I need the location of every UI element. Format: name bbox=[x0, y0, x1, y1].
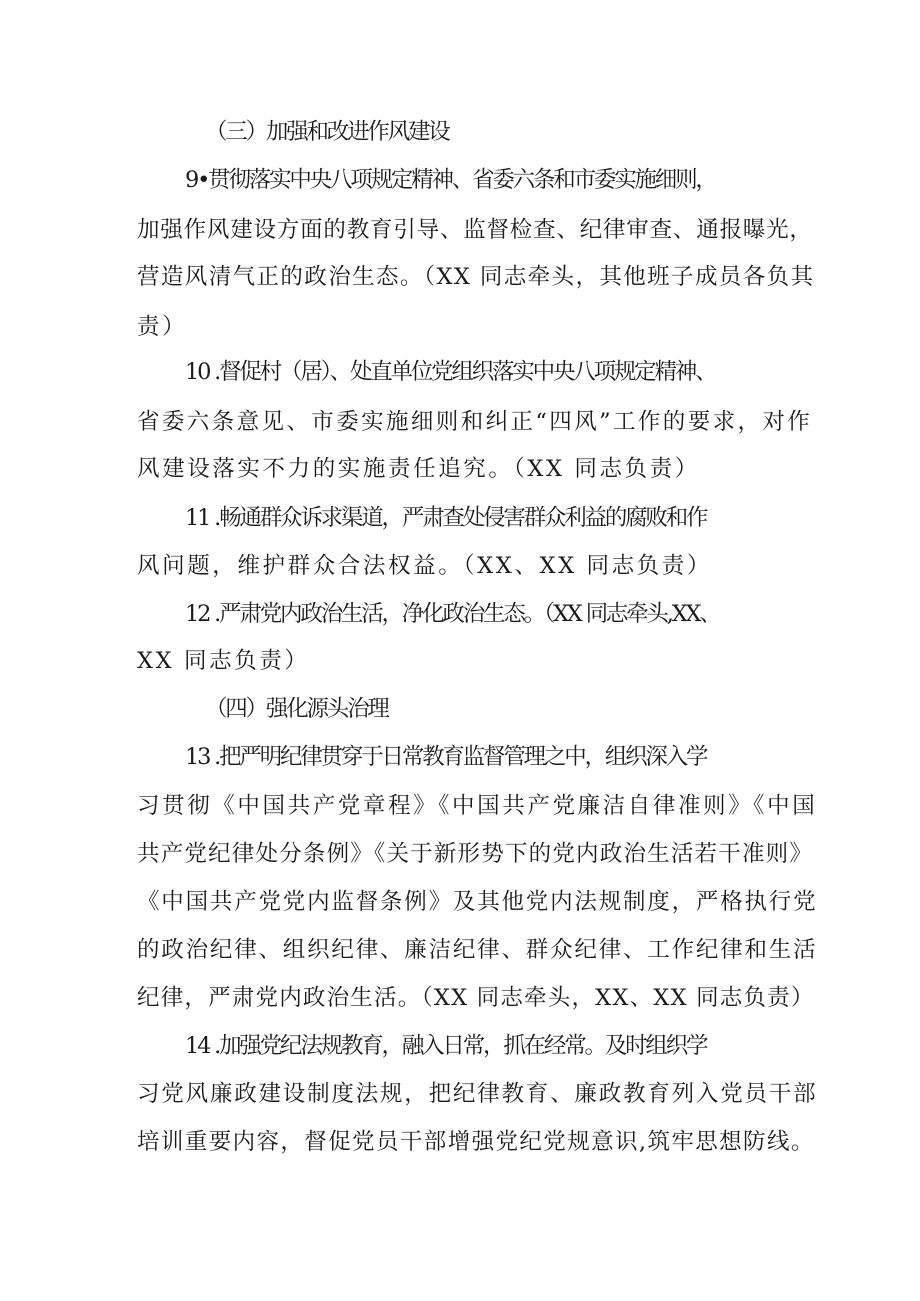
text-line: 的政治纪律、组织纪律、廉洁纪律、群众纪律、工作纪律和生活 bbox=[137, 937, 818, 963]
text-line: 习贯彻《中国共产党章程》《中国共产党廉洁自律准则》《中国 bbox=[137, 793, 818, 819]
text-line: 营造风清气正的政治生态。（XX 同志牵头，其他班子成员各负其 bbox=[137, 264, 815, 290]
text-line: 风问题，维护群众合法权益。（XX、XX 同志负责） bbox=[137, 553, 712, 579]
text-line: 共产党纪律处分条例》《关于新形势下的党内政治生活若干准则》 bbox=[137, 841, 814, 867]
text-line: XX 同志负责） bbox=[137, 648, 310, 674]
text-line: 培训重要内容，督促党员干部增强党纪党规意识,筑牢思想防线。 bbox=[137, 1129, 815, 1155]
text-line: 12 .严肃党内政治生活，净化政治生态。（XX 同志牵头,XX、 bbox=[185, 601, 720, 627]
text-line: 9•贯彻落实中央八项规定精神、省委六条和市委实施细则， bbox=[185, 167, 716, 193]
text-line: 10 .督促村（居）、处直单位党组织落实中央八项规定精神、 bbox=[185, 359, 716, 385]
text-line: 14 .加强党纪法规教育，融入日常，抓在经常。及时组织学 bbox=[185, 1033, 707, 1059]
text-line: 风建设落实不力的实施责任追究。（XX 同志负责） bbox=[137, 456, 700, 482]
text-line: 加强作风建设方面的教育引导、监督检查、纪律审查、通报曝光， bbox=[137, 217, 813, 243]
text-line: 纪律，严肃党内政治生活。（XX 同志牵头，XX、XX 同志负责） bbox=[137, 985, 815, 1011]
text-line: 11 .畅通群众诉求渠道，严肃查处侵害群众利益的腐败和作 bbox=[185, 505, 707, 531]
text-line: 《中国共产党党内监督条例》及其他党内法规制度，严格执行党 bbox=[137, 889, 818, 915]
section-heading-3: （三）加强和改进作风建设 bbox=[205, 119, 449, 145]
text-line: 习党风廉政建设制度法规，把纪律教育、廉政教育列入党员干部 bbox=[137, 1081, 818, 1107]
text-line: 13 .把严明纪律贯穿于日常教育监督管理之中，组织深入学 bbox=[185, 744, 707, 770]
section-heading-4: （四）强化源头治理 bbox=[205, 696, 388, 722]
text-line: 责） bbox=[137, 314, 188, 340]
text-line: 省委六条意见、市委实施细则和纠正“四风”工作的要求，对作 bbox=[137, 409, 813, 435]
